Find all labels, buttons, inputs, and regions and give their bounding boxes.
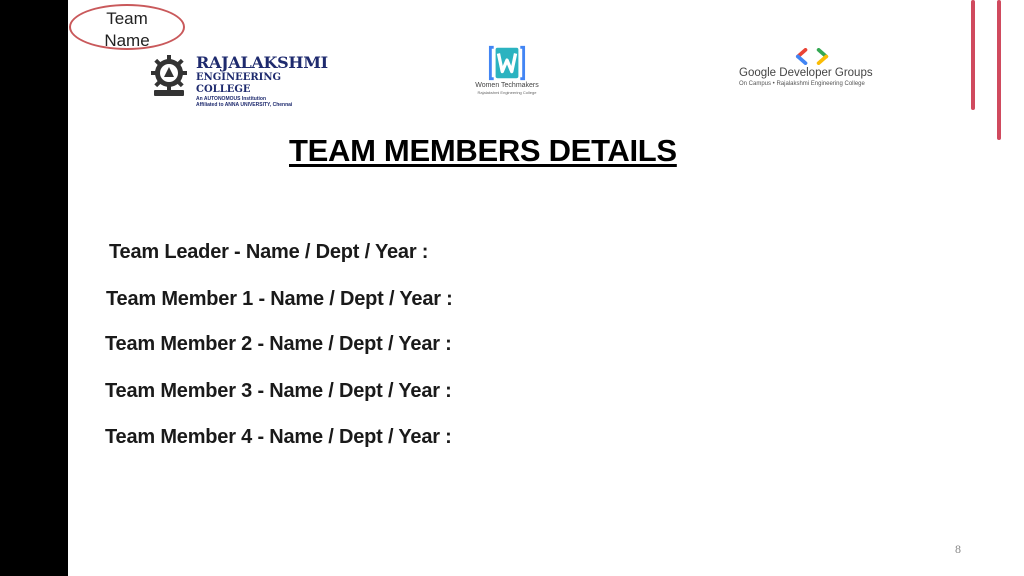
women-techmakers-logo (470, 44, 544, 98)
decorative-line-right (997, 0, 1001, 140)
wtm-subtitle: Rajalakshmi Engineering College (477, 90, 537, 95)
gdg-title: Google Developer Groups (739, 67, 873, 79)
college-emblem-icon (146, 52, 192, 98)
left-sidebar-bar (0, 0, 68, 576)
team-leader-row: Team Leader - Name / Dept / Year : (109, 241, 429, 263)
rajalakshmi-college-logo (146, 52, 328, 108)
decorative-line-left (971, 0, 975, 110)
women-techmakers-w-icon (484, 44, 530, 82)
team-member-3-row: Team Member 3 - Name / Dept / Year : (105, 380, 452, 402)
rec-autonomous-line: An AUTONOMOUS Institution (196, 96, 266, 102)
rec-subtitle: ENGINEERING COLLEGE (196, 72, 282, 95)
team-name-line2: Name (104, 31, 150, 50)
gdg-subtitle: On Campus • Rajalakshmi Engineering College (739, 81, 865, 87)
team-member-1-row: Team Member 1 - Name / Dept / Year : (106, 288, 453, 310)
gdg-brackets-icon (794, 48, 832, 65)
team-member-4-row: Team Member 4 - Name / Dept / Year : (105, 426, 452, 448)
page-number: 8 (955, 542, 961, 556)
team-name-line1: Team (106, 9, 148, 28)
page-title: TEAM MEMBERS DETAILS (289, 133, 677, 168)
rec-affiliation-line: Affiliated to ANNA UNIVERSITY, Chennai (196, 102, 293, 108)
team-member-2-row: Team Member 2 - Name / Dept / Year : (105, 333, 452, 355)
wtm-title: Women Techmakers (475, 82, 539, 89)
google-developer-groups-logo (738, 48, 898, 92)
team-name-badge (69, 4, 185, 50)
rec-title: RAJALAKSHMI (196, 53, 328, 72)
